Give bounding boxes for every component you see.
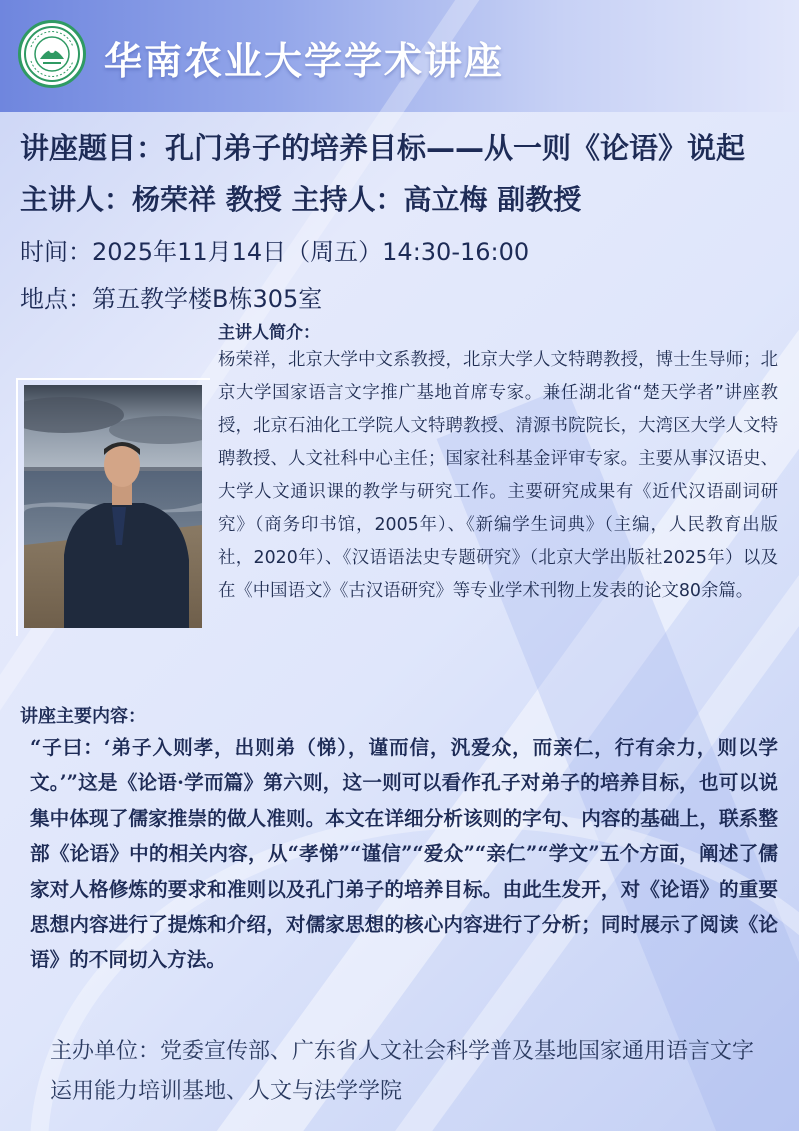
university-emblem-icon [18,20,86,88]
bio-text: 杨荣祥，北京大学中文系教授，北京大学人文特聘教授，博士生导师；北京大学国家语言文字推广基地首席专家。兼任湖北省“楚天学者”讲座教授，北京石油化工学院人文特聘教授、清源书院院长，大湾区大学人文特聘教授、人文社科中心主任；国家社科基金评审专家。主要从事汉语史、大学人文通识课的教学与研究工作。主要研究成果有《近代汉语副词研究》（商务印书馆，2005年）、《新编学生词典》（主编，人民教育出版社，2020年）、《汉语语法史专题研究》（北京大学出版社2025年）以及在《中国语文》《古汉语研究》等专业学术刊物上发表的论文80余篇。 [218,350,778,601]
content-text: “子曰：‘弟子入则孝，出则弟（悌），谨而信，汎爱众，而亲仁，行有余力，则以学文。’”这是《论语·学而篇》第六则，这一则可以看作孔子对弟子的培养目标，也可以说集中体现了儒家推崇的做人准则。本文在详细分析该则的字句、内容的基础上，联系整部《论语》中的相关内容，从“孝悌”“谨信”“爱众”“亲仁”“学文”五个方面，阐述了儒家对人格修炼的要求和准则以及孔门弟子的培养目标。由此生发开，对《论语》的重要思想内容进行了提炼和介绍，对儒家思想的核心内容进行了分析；同时展示了阅读《论语》的不同切入方法。 [30,736,778,972]
org-title: 华南农业大学学术讲座 [104,39,505,83]
speaker-line: 主讲人：杨荣祥 教授 主持人：高立梅 副教授 [20,183,582,216]
speaker-photo [24,385,202,628]
organizer-text: 主办单位：党委宣传部、广东省人文社会科学普及基地国家通用语言文字运用能力培训基地、人文与法学学院 [50,1039,755,1104]
lecture-title: 讲座题目：孔门弟子的培养目标——从一则《论语》说起 [20,131,746,165]
content-heading: 讲座主要内容： [20,706,146,727]
lecture-place: 地点：第五教学楼B栋305室 [20,285,323,313]
bio-heading: 主讲人简介： [218,323,320,343]
lecture-time: 时间：2025年11月14日（周五）14:30-16:00 [20,238,530,266]
